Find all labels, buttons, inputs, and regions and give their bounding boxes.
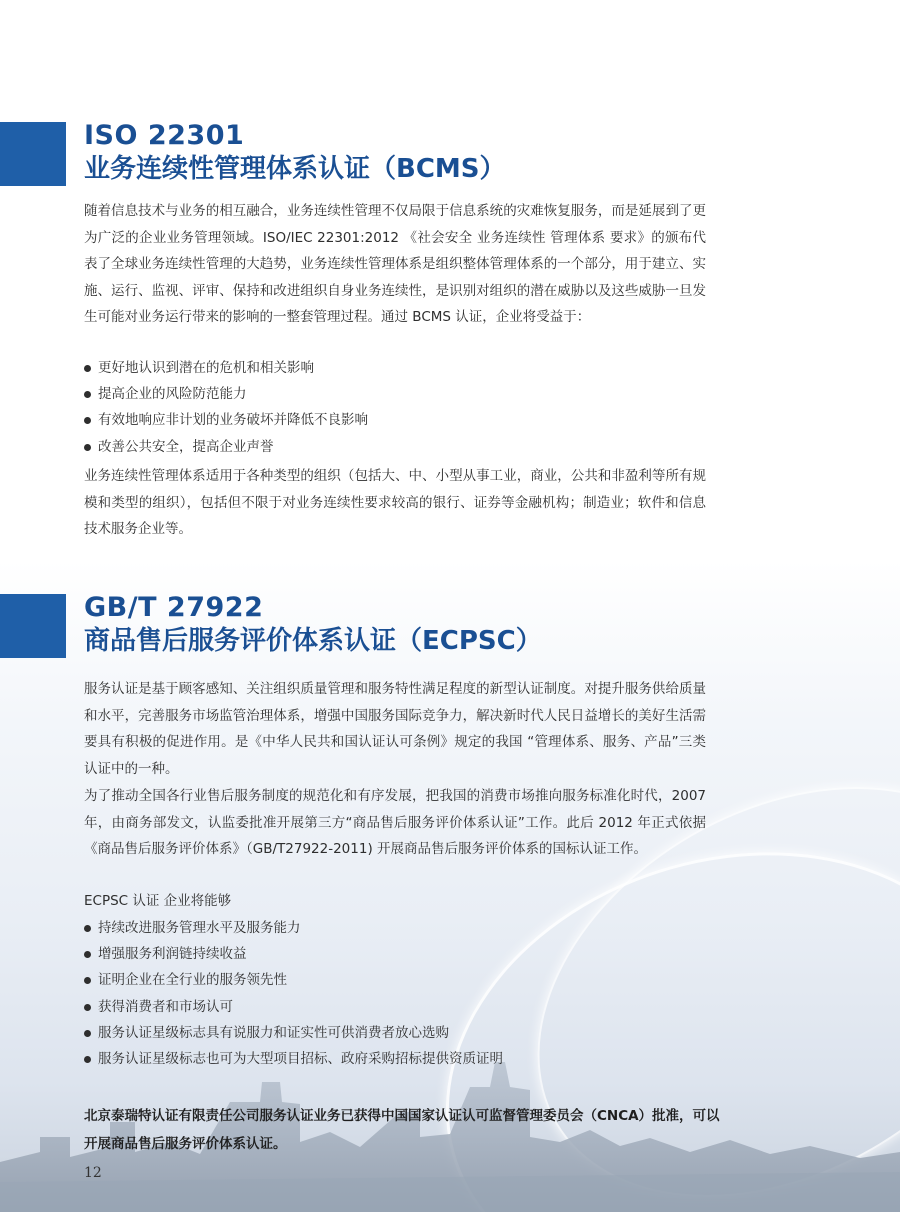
bullet-icon <box>84 444 91 451</box>
accreditation-note: 北京泰瑞特认证有限责任公司服务认证业务已获得中国国家认证认可监督管理委员会（CNCA）批准，可以开展商品售后服务评价体系认证。 <box>84 1108 720 1152</box>
list-item-text: 持续改进服务管理水平及服务能力 <box>98 920 301 936</box>
bullet-icon <box>84 1004 91 1011</box>
history-paragraph: 为了推动全国各行业售后服务制度的规范化和有序发展，把我国的消费市场推向服务标准化时代，2007 年，由商务部发文，认监委批准开展第三方“商品售后服务评价体系认证”工作。此后 2012 年正式依据《商品售后服务评价体系》（GB/T27922-2011) 开展商品售后服务评价体系的国标认证工作。 <box>84 788 706 857</box>
benefit-list <box>84 915 706 1072</box>
certification-title: 商品售后服务评价体系认证（ECPSC） <box>84 626 542 656</box>
bullet-icon <box>84 365 91 372</box>
intro-paragraph: 服务认证是基于顾客感知、关注组织质量管理和服务特性满足程度的新型认证制度。对提升服务供给质量和水平，完善服务市场监管治理体系，增强中国服务国际竞争力，解决新时代人民日益增长的美好生活需要具有积极的促进作用。是《中华人民共和国认证认可条例》规定的我国 “管理体系、服务、产品”三类认证中的一种。 <box>84 681 706 777</box>
list-item-text: 改善公共安全，提高企业声誉 <box>98 438 274 455</box>
list-item-text: 服务认证星级标志也可为大型项目招标、政府采购招标提供资质证明 <box>98 1050 503 1067</box>
list-item <box>84 915 706 941</box>
standard-code: GB/T 27922 <box>84 592 264 623</box>
section-accent-bar <box>0 594 66 658</box>
intro-paragraph: 随着信息技术与业务的相互融合，业务连续性管理不仅局限于信息系统的灾难恢复服务，而是延展到了更为广泛的企业业务管理领域。ISO/IEC 22301:2012 《社会安全 业务连续性 管理体系 要求》的颁布代表了全球业务连续性管理的大趋势，业务连续性管理体系是组织整体管理体系的一个部分，用于建立、实施、运行、监视、评审、保持和改进组织自身业务连续性，是识别对组织的潜在威胁以及这些威胁一旦发生可能对业务运行带来的影响的一整套管理过程。通过 BCMS 认证，企业将受益于： <box>84 203 706 325</box>
list-item-text: 服务认证星级标志具有说服力和证实性可供消费者放心选购 <box>98 1024 449 1041</box>
page-number: 12 <box>84 1165 102 1181</box>
bullet-icon <box>84 951 91 958</box>
list-item-text: 更好地认识到潜在的危机和相关影响 <box>98 360 314 376</box>
list-item <box>84 381 706 407</box>
list-item-text: 获得消费者和市场认可 <box>98 998 233 1015</box>
list-item-text: 证明企业在全行业的服务领先性 <box>98 972 287 989</box>
certification-title: 业务连续性管理体系认证（BCMS） <box>84 154 506 184</box>
list-item <box>84 967 706 993</box>
list-item <box>84 1020 706 1046</box>
bullet-icon <box>84 391 91 398</box>
bullet-icon <box>84 1030 91 1037</box>
section-heading <box>84 120 506 186</box>
list-item <box>84 434 706 460</box>
scope-paragraph: 业务连续性管理体系适用于各种类型的组织（包括大、中、小型从事工业，商业，公共和非盈利等所有规模和类型的组织），包括但不限于对业务连续性要求较高的银行、证券等金融机构；制造业；软件和信息技术服务企业等。 <box>84 468 706 537</box>
list-item-text: 提高企业的风险防范能力 <box>98 386 247 403</box>
list-item <box>84 1046 706 1072</box>
list-item-text: 有效地响应非计划的业务破坏并降低不良影响 <box>98 412 368 429</box>
benefit-list <box>84 355 706 460</box>
section-accent-bar <box>0 122 66 186</box>
standard-code: ISO 22301 <box>84 120 245 151</box>
bullet-icon <box>84 977 91 984</box>
list-item <box>84 994 706 1020</box>
list-item <box>84 355 706 381</box>
benefit-lead-text: ECPSC 认证 企业将能够 <box>84 893 232 909</box>
bullet-icon <box>84 1056 91 1063</box>
bullet-icon <box>84 925 91 932</box>
list-item <box>84 941 706 967</box>
bullet-icon <box>84 417 91 424</box>
list-item-text: 增强服务利润链持续收益 <box>98 946 247 963</box>
list-item <box>84 407 706 433</box>
section-heading <box>84 592 542 658</box>
